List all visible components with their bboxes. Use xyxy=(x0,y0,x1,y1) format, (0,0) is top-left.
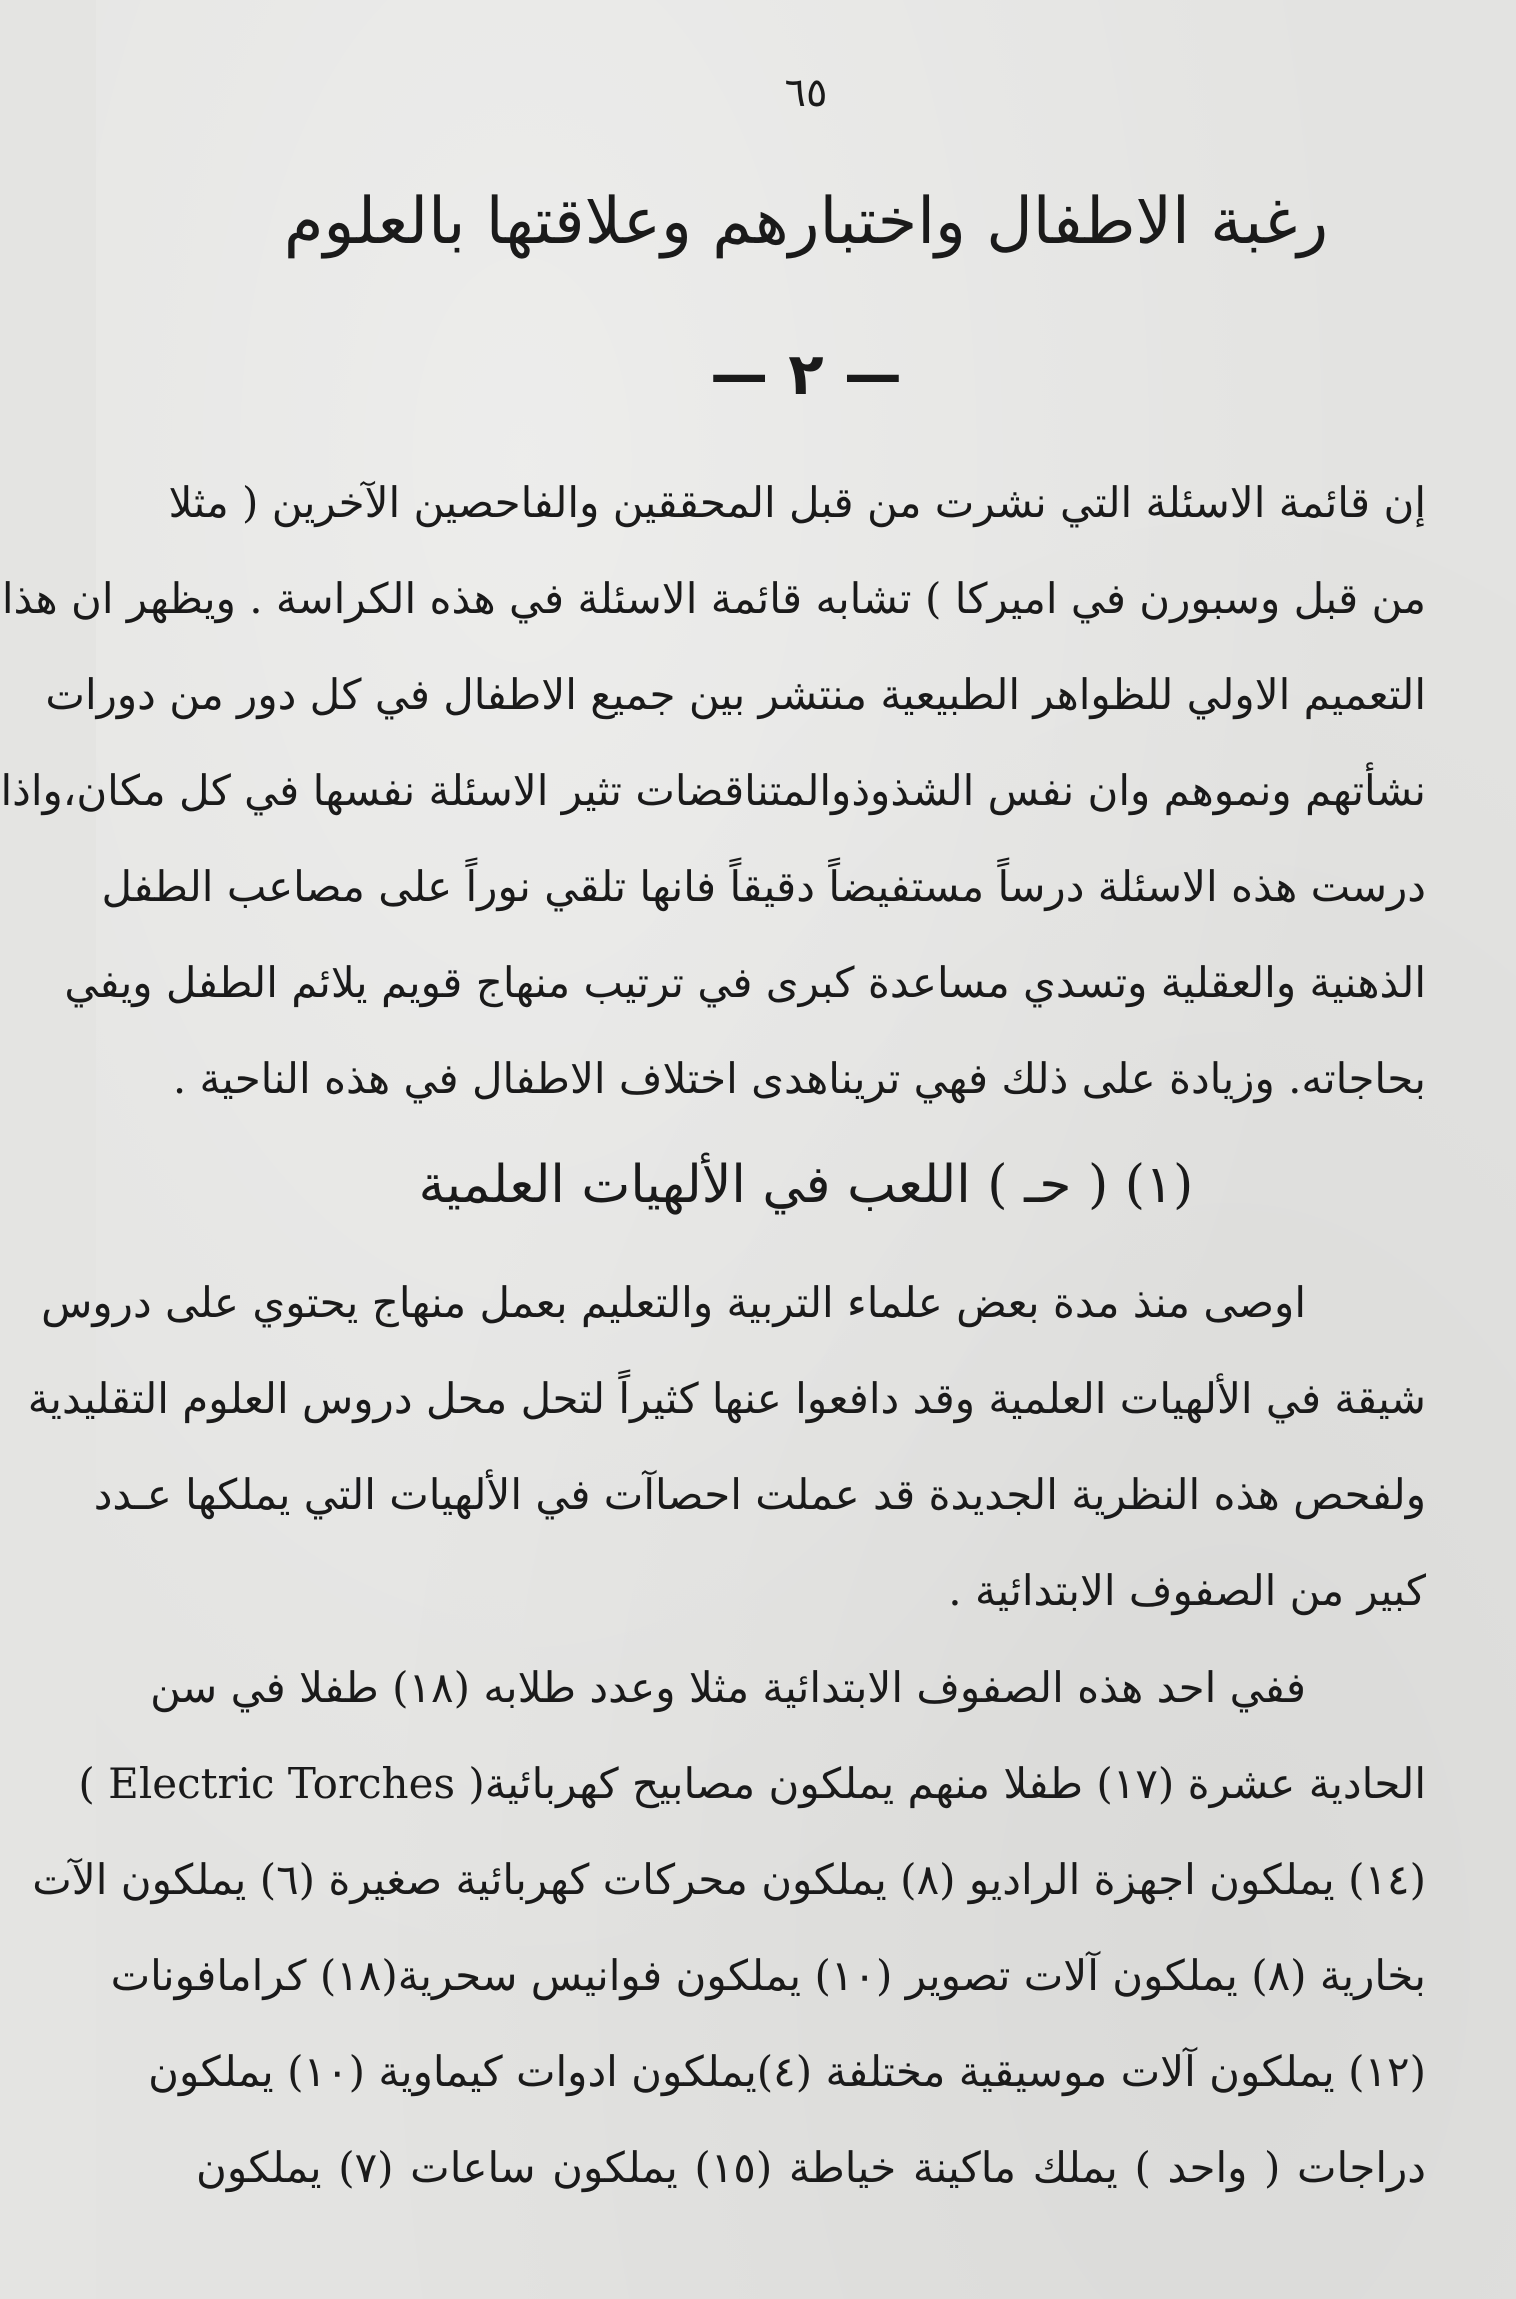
text-line: درست هذه الاسئلة درساً مستفيضاً دقيقاً فانها تلقي نوراً على مصاعب الطفل xyxy=(101,862,1426,911)
section-heading: (١) ( حـ ) اللعب في الألهيات العلمية xyxy=(418,1155,1194,1215)
paragraph-1 xyxy=(0,455,1426,1127)
text-line: كبير من الصفوف الابتدائية . xyxy=(948,1566,1426,1615)
text-line: الذهنية والعقلية وتسدي مساعدة كبرى في ترتيب منهاج قويم يلائم الطفل ويفي xyxy=(64,958,1426,1007)
paragraph-2 xyxy=(27,1255,1426,1639)
text-line: اوصى منذ مدة بعض علماء التربية والتعليم بعمل منهاج يحتوي على دروس xyxy=(41,1278,1306,1327)
text-line: نشأتهم ونموهم وان نفس الشذوذوالمتناقضات تثير الاسئلة نفسها في كل مكان،واذا xyxy=(0,766,1426,815)
text-line: من قبل وسبورن في اميركا ) تشابه قائمة الاسئلة في هذه الكراسة . ويظهر ان هذا xyxy=(1,574,1426,623)
chapter-title: رغبة الاطفال واختبارهم وعلاقتها بالعلوم xyxy=(283,185,1329,259)
paragraph-3 xyxy=(32,1640,1426,2216)
text-line: (١٢) يملكون آلات موسيقية مختلفة (٤)يملكون ادوات كيماوية (١٠) يملكون xyxy=(148,2047,1426,2096)
text-line: (١٤) يملكون اجهزة الراديو (٨) يملكون محركات كهربائية صغيرة (٦) يملكون الآت xyxy=(32,1855,1426,1904)
text-line: ففي احد هذه الصفوف الابتدائية مثلا وعدد طلابه (١٨) طفلا في سن xyxy=(150,1663,1306,1712)
text-line: دراجات ( واحد ) يملك ماكينة خياطة (١٥) يملكون ساعات (٧) يملكون xyxy=(196,2143,1426,2192)
text-line: شيقة في الألهيات العلمية وقد دافعوا عنها كثيراً لتحل محل دروس العلوم التقليدية xyxy=(27,1374,1426,1423)
text-line: الحادية عشرة (١٧) طفلا منهم يملكون مصابيح كهربائية( Electric Torches ) xyxy=(78,1759,1426,1808)
text-line: إن قائمة الاسئلة التي نشرت من قبل المحققين والفاحصين الآخرين ( مثلا xyxy=(168,478,1426,527)
text-line: ولفحص هذه النظرية الجديدة قد عملت احصاآت في الألهيات التي يملكها عـدد xyxy=(93,1470,1426,1519)
text-line: التعميم الاولي للظواهر الطبيعية منتشر بين جميع الاطفال في كل دور من دورات xyxy=(45,670,1426,719)
text-line: بخارية (٨) يملكون آلات تصوير (١٠) يملكون فوانيس سحرية(١٨) كرامافونات xyxy=(110,1951,1426,2000)
page-number: ٦٥ xyxy=(784,70,828,116)
text-line: بحاجاته. وزيادة على ذلك فهي تريناهدى اختلاف الاطفال في هذه الناحية . xyxy=(172,1054,1426,1103)
section-number: — ٢ — xyxy=(710,340,902,408)
